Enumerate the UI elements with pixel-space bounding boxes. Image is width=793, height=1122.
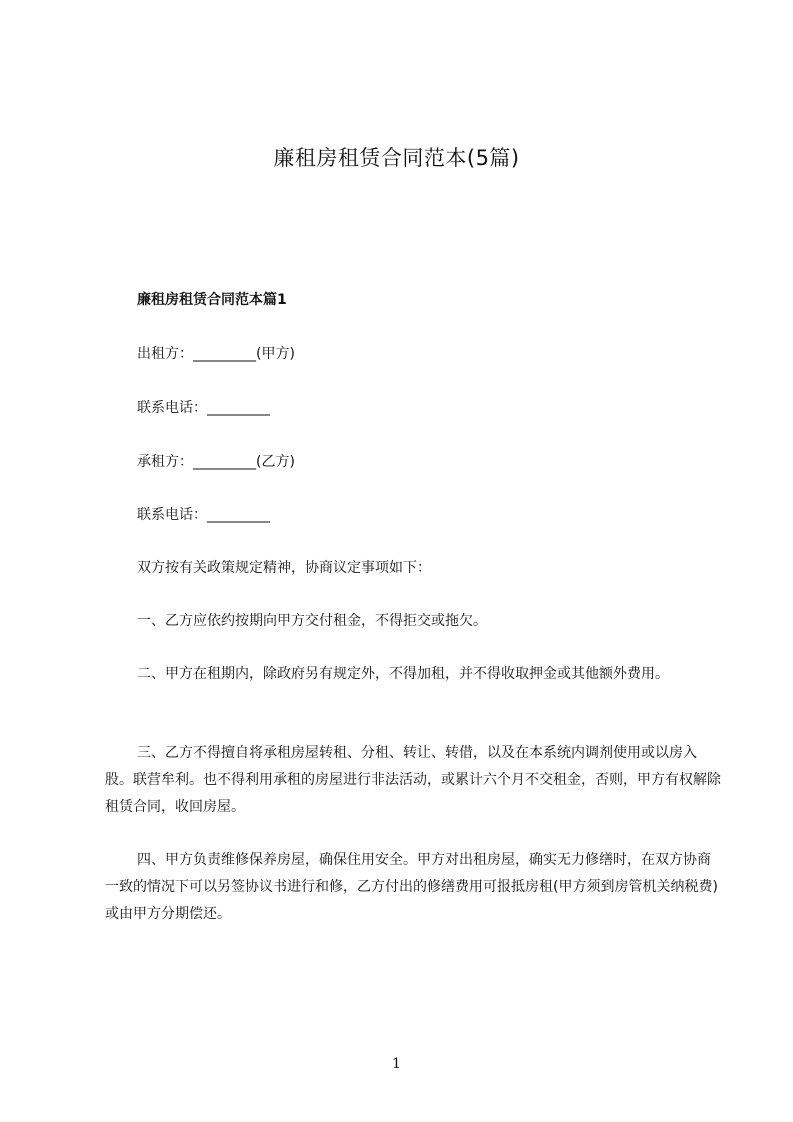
clause-4-paragraph: 四、甲方负责维修保养房屋，确保住用安全。甲方对出租房屋，确实无力修缮时，在双方协商一致的情况下可以另签协议书进行和修，乙方付出的修缮费用可报抵房租(甲方须到房管机关纳税费)或由甲方分期偿还。: [105, 852, 718, 922]
clause-2-paragraph: 二、甲方在租期内，除政府另有规定外，不得加租，并不得收取押金或其他额外费用。: [137, 666, 669, 682]
document-title: 廉租房租赁合同范本(5篇): [273, 146, 520, 170]
page-number: 1: [392, 1056, 401, 1072]
clause-3-paragraph: 三、乙方不得擅自将承租房屋转租、分租、转让、转借，以及在本系统内调剂使用或以房入股。联营牟利。也不得利用承租的房屋进行非法活动，或累计六个月不交租金，否则，甲方有权解除租赁合同，收回房屋。: [105, 745, 721, 815]
lessor-phone-line: 联系电话：_________: [137, 400, 270, 416]
clause-1-paragraph: 一、乙方应依约按期向甲方交付租金，不得拒交或拖欠。: [137, 613, 487, 629]
lessee-phone-line: 联系电话：_________: [137, 507, 270, 523]
intro-paragraph: 双方按有关政策规定精神，协商议定事项如下：: [137, 560, 431, 576]
lessor-line: 出租方：_________(甲方): [137, 346, 295, 362]
lessee-line: 承租方：_________(乙方): [137, 454, 295, 470]
section-heading: 廉租房租赁合同范本篇1: [137, 292, 287, 308]
